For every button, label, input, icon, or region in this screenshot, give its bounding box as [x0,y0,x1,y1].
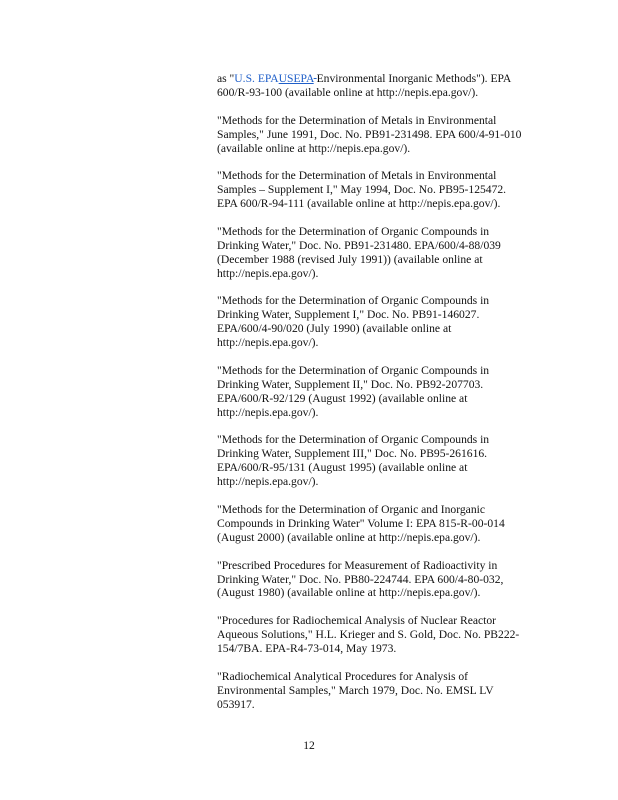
entry-line: Samples," June 1991, Doc. No. PB91-231498. EPA 600/4-91-010 [217,127,522,141]
page-number: 12 [303,739,315,752]
entry-line: "Radiochemical Analytical Procedures for Analysis of [217,669,469,683]
entry-line: Samples – Supplement I," May 1994, Doc. No. PB95-125472. [217,183,507,197]
reference-list [217,72,547,725]
entry-line: 053917. [217,697,255,711]
entry-line: (available online at http://nepis.epa.gov/). [217,141,411,155]
entry-line: Environmental Samples," March 1979, Doc. No. EMSL LV [217,683,494,697]
entry-line: "Methods for the Determination of Organic and Inorganic [217,502,485,516]
reference-entry [217,294,547,350]
reference-entry [217,433,547,489]
entry-line: 154/7BA. EPA-R4-73-014, May 1973. [217,642,397,656]
entry-line: "Methods for the Determination of Organic Compounds in [217,363,490,377]
entry-line: "Methods for the Determination of Organic Compounds in [217,433,490,447]
entry-line: "Procedures for Radiochemical Analysis of Nuclear Reactor [217,614,497,628]
reference-entry [217,114,547,156]
entry-line: "Prescribed Procedures for Measurement of Radioactivity in [217,558,498,572]
entry-line: http://nepis.epa.gov/). [217,475,319,489]
entry-line: (August 2000) (available online at http://nepis.epa.gov/). [217,530,481,544]
reference-entry [217,670,547,712]
reference-entry [217,614,547,656]
inserted-text: U.S. EPA [234,72,279,85]
entry-prefix: as " [217,72,235,85]
entry-line: Drinking Water, Supplement I," Doc. No. PB91-146027. [217,308,480,322]
entry-line: EPA 600/R-94-111 (available online at http://nepis.epa.gov/). [217,197,501,211]
entry-line: "Methods for the Determination of Organic Compounds in [217,294,490,308]
entry-line: EPA/600/4-90/020 (July 1990) (available online at [217,322,452,336]
inserted-text-underlined: USEPA [278,72,314,85]
entry-line: 600/R-93-100 (available online at http://nepis.epa.gov/). [217,85,479,99]
entry-line: "Methods for the Determination of Metals in Environmental [217,169,497,183]
reference-entry [217,225,547,281]
reference-entry [217,169,547,211]
entry-line: "Methods for the Determination of Organic Compounds in [217,224,490,238]
entry-line: "Methods for the Determination of Metals in Environmental [217,113,497,127]
entry-line: http://nepis.epa.gov/). [217,336,319,350]
entry-line: http://nepis.epa.gov/). [217,266,319,280]
reference-entry [217,559,547,601]
entry-line: http://nepis.epa.gov/). [217,405,319,419]
entry-line: Aqueous Solutions," H.L. Krieger and S. Gold, Doc. No. PB222- [217,628,520,642]
reference-entry [217,503,547,545]
entry-line: Drinking Water, Supplement II," Doc. No. PB92-207703. [217,377,484,391]
entry-line-rest: Environmental Inorganic Methods"). EPA [316,72,512,85]
reference-entry [217,364,547,420]
entry-line: Drinking Water, Supplement III," Doc. No. PB95-261616. [217,447,488,461]
entry-line: EPA/600/R-92/129 (August 1992) (available online at [217,391,468,405]
entry-line: (December 1988 (revised July 1991)) (available online at [217,252,483,266]
entry-line: Compounds in Drinking Water" Volume I: EPA 815-R-00-014 [217,516,505,530]
entry-line: EPA/600/R-95/131 (August 1995) (available online at [217,461,468,475]
reference-entry-continued [217,72,547,100]
entry-line: Drinking Water," Doc. No. PB80-224744. EPA 600/4-80-032, [217,572,504,586]
entry-line: Drinking Water," Doc. No. PB91-231480. EPA/600/4-88/039 [217,238,501,252]
entry-line: (August 1980) (available online at http://nepis.epa.gov/). [217,586,481,600]
